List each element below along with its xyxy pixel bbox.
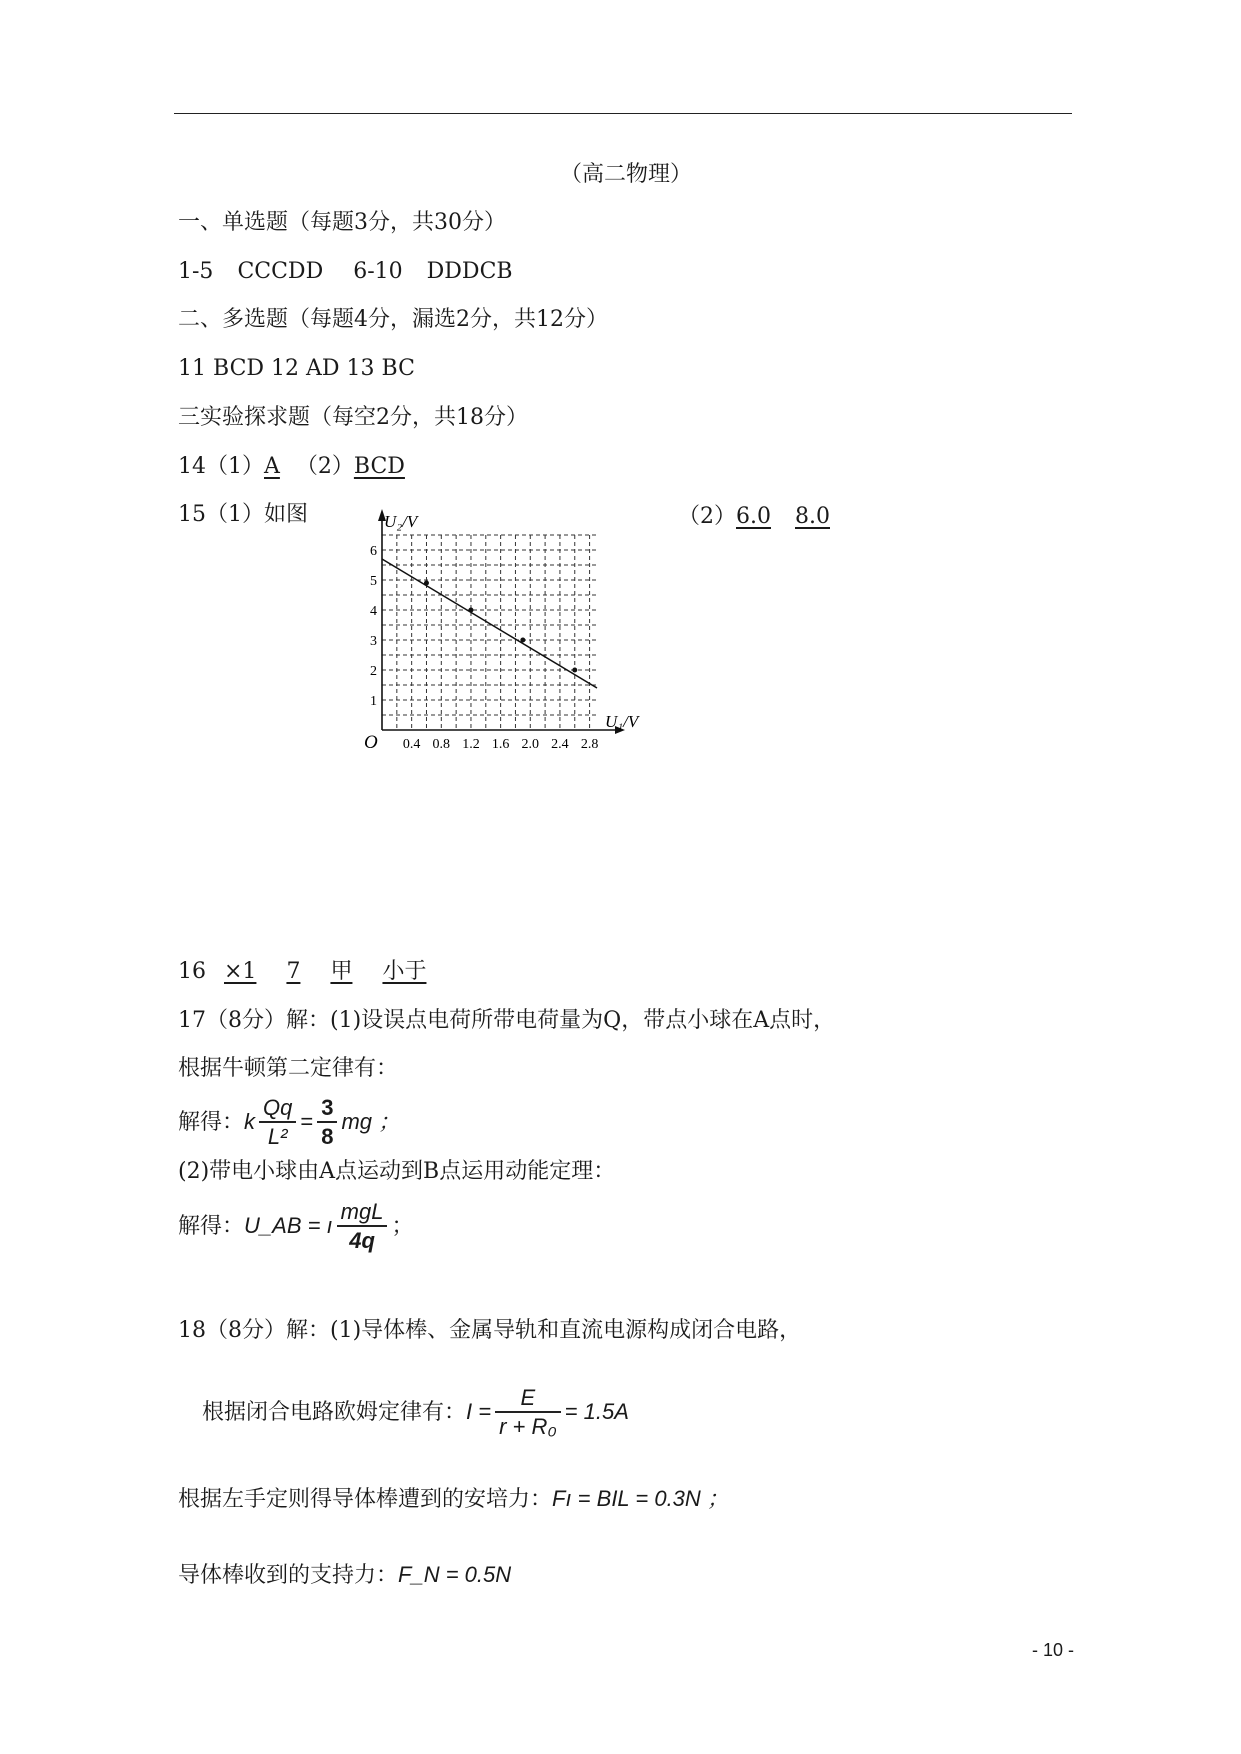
y-tick-label: 4: [370, 604, 377, 619]
x-tick-label: 2.0: [521, 737, 540, 752]
fraction-mgl-4q: [337, 1199, 388, 1255]
formula-k: k: [244, 1109, 256, 1134]
q14-answer-1: A: [264, 454, 280, 479]
q17-result1: [178, 1092, 400, 1153]
q17-line4: (2)带电小球由A点运动到B点运用动能定理：: [178, 1159, 616, 1184]
q18-line3-prefix: 根据左手定则得导体棒遭到的安培力：: [178, 1487, 553, 1512]
q15-answer-2: 8.0: [795, 504, 830, 529]
y-tick-label: 2: [370, 664, 377, 679]
q18-line4-prefix: 导体棒收到的支持力：: [178, 1563, 399, 1588]
x-axis-label: U₁/V: [605, 712, 639, 731]
q18-line3: [178, 1484, 729, 1515]
fraction-e-r-r0: [495, 1385, 561, 1441]
q18-line4: [178, 1560, 511, 1591]
formula-i: I =: [466, 1399, 492, 1424]
fraction-denominator: 8: [321, 1124, 334, 1149]
fraction-denominator: r + R₀: [499, 1414, 557, 1439]
q17-result2: [178, 1195, 413, 1258]
q16-answer-2: 7: [286, 959, 301, 984]
formula-equals: =: [300, 1109, 314, 1134]
u2-u1-graph: [360, 505, 660, 755]
q17-line2: 根据牛顿第二定律有：: [178, 1056, 399, 1081]
q18-line1: 18（8分）解：(1)导体棒、金属导轨和直流电源构成闭合电路，: [178, 1318, 802, 1343]
x-tick-label: 2.8: [580, 737, 599, 752]
q18-ohm-law: [202, 1380, 629, 1445]
q14-label: 14（1）: [178, 454, 264, 479]
fraction-denominator: L²: [267, 1124, 288, 1149]
graph-grid: [382, 535, 597, 730]
y-tick-label: 5: [370, 574, 377, 589]
q15-part2: [678, 502, 830, 532]
graph-series: [382, 559, 597, 688]
section1-heading: 一、单选题（每题3分，共30分）: [178, 210, 506, 235]
q16-answer-4: 小于: [382, 959, 427, 984]
formula-tail: ；: [391, 1214, 414, 1239]
section1-answers: [178, 257, 513, 287]
fraction-numerator: 3: [317, 1095, 337, 1123]
q15-answer-1: 6.0: [736, 504, 771, 529]
q16-answer-1: ×1: [224, 959, 257, 984]
y-axis-label: U₂/V: [384, 512, 418, 531]
origin-label: O: [364, 732, 378, 753]
data-point: [572, 668, 577, 673]
answers-1-5: CCCDD: [237, 259, 324, 284]
formula-ampere-force: Fı = BIL = 0.3N ；: [552, 1486, 729, 1511]
answers-range-1: 1-5: [178, 259, 214, 284]
q17-line1: 17（8分）解：(1)设误点电荷所带电荷量为Q，带点小球在A点时，: [178, 1008, 836, 1033]
x-tick-label: 0.4: [402, 737, 421, 752]
page-number: - 10 -: [1032, 1640, 1075, 1660]
formula-current-value: = 1.5A: [564, 1399, 629, 1424]
data-point: [520, 638, 525, 643]
fit-line: [382, 559, 597, 688]
y-tick-label: 6: [370, 544, 377, 559]
q15-label: 15（1）如图: [178, 502, 308, 527]
q17-result2-prefix: 解得：: [178, 1214, 245, 1239]
section2-heading: 二、多选题（每题4分，漏选2分，共12分）: [178, 307, 608, 332]
y-tick-label: 3: [370, 634, 377, 649]
q18-line2-prefix: 根据闭合电路欧姆定律有：: [202, 1400, 467, 1425]
fraction-numerator: mgL: [337, 1199, 388, 1227]
q15-part2-label: （2）: [678, 504, 736, 529]
x-tick-label: 2.4: [551, 737, 569, 752]
formula-uab: U_AB = ı: [244, 1213, 333, 1238]
fraction-numerator: Qq: [259, 1095, 296, 1123]
y-tick-label: 1: [370, 694, 377, 709]
section3-heading: 三实验探求题（每空2分，共18分）: [178, 405, 528, 430]
formula-mg: mg ；: [341, 1109, 401, 1134]
q16-label: 16: [178, 959, 206, 984]
x-tick-label: 1.6: [491, 737, 510, 752]
header-rule: [174, 113, 1072, 114]
x-tick-label: 1.2: [462, 737, 480, 752]
graph-tick-labels: [370, 544, 598, 752]
q17-result1-prefix: 解得：: [178, 1110, 245, 1135]
section2-answers: 11 BCD 12 AD 13 BC: [178, 356, 415, 381]
answers-range-2: 6-10: [353, 259, 403, 284]
page-title: （高二物理）: [560, 162, 693, 187]
fraction-3-8: [317, 1095, 337, 1151]
fraction-numerator: E: [495, 1385, 561, 1413]
formula-support-force: F_N = 0.5N: [398, 1562, 512, 1587]
data-point: [468, 608, 473, 613]
q16-answer: [178, 957, 426, 987]
q16-answer-3: 甲: [330, 959, 353, 984]
q14-answer: [178, 452, 405, 482]
x-tick-label: 0.8: [432, 737, 451, 752]
answers-6-10: DDDCB: [426, 259, 513, 284]
fraction-qq-l2: [259, 1095, 296, 1151]
fraction-denominator: 4q: [349, 1228, 375, 1253]
q14-part2-label: （2）: [295, 454, 354, 479]
q14-answer-2: BCD: [353, 454, 405, 479]
data-point: [424, 581, 429, 586]
